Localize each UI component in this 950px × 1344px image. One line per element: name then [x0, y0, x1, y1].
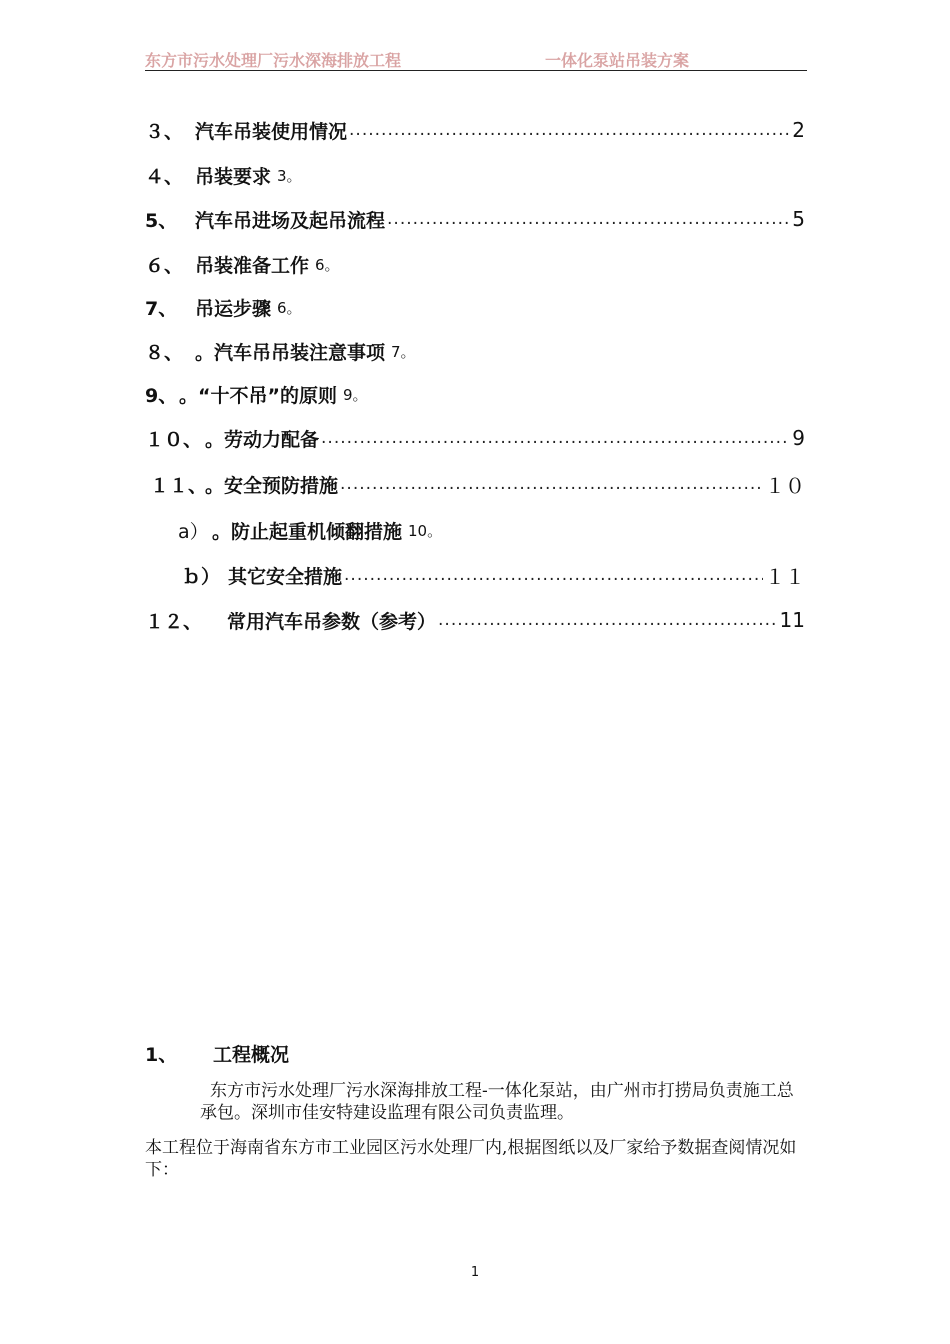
- section-title: 工程概况: [213, 1044, 290, 1066]
- toc-entry-title: 。安全预防措施: [205, 474, 339, 497]
- toc-entry-number: ３、: [145, 120, 184, 143]
- toc-entry[interactable]: [145, 115, 805, 145]
- toc-entry[interactable]: [145, 204, 805, 234]
- toc-entry[interactable]: [145, 423, 805, 453]
- body-paragraph: 东方市污水处理厂污水深海排放工程-一体化泵站，由广州市打捞局负责施工总承包。深圳市佳安特建设监理有限公司负责监理。: [200, 1081, 794, 1123]
- toc-entry[interactable]: [145, 292, 805, 322]
- toc-entry[interactable]: [150, 469, 805, 499]
- toc-entry-number: ８、: [145, 341, 184, 364]
- toc-entry-title: 。“十不吊”的原则: [179, 384, 337, 407]
- toc-entry[interactable]: [145, 605, 805, 635]
- toc-entry-title: 。防止起重机倾翻措施: [212, 520, 403, 543]
- toc-entry-page: 11: [779, 608, 805, 632]
- toc-entry-number: 9、: [145, 384, 178, 407]
- toc-entry-number: １０、: [145, 428, 203, 451]
- toc-entry[interactable]: [145, 160, 805, 190]
- toc-entry-title: 吊运步骤: [195, 297, 272, 320]
- toc-entry-page: 6。: [315, 255, 340, 274]
- body-paragraph: 本工程位于海南省东方市工业园区污水处理厂内,根据图纸以及厂家给予数据查阅情况如下：: [145, 1138, 797, 1180]
- toc-entry-number: a）: [178, 520, 209, 543]
- toc-entry-page: 9。: [342, 385, 368, 404]
- section-heading: [145, 1040, 289, 1067]
- section-number: 1、: [145, 1044, 178, 1066]
- toc-entry-page: 6。: [277, 298, 302, 317]
- toc-entry-page: １１: [765, 564, 805, 589]
- toc-entry-title: 汽车吊进场及起吊流程: [195, 209, 386, 232]
- toc-entry-page: １０: [765, 473, 805, 498]
- page-header: [145, 46, 807, 71]
- toc-entry-title: 汽车吊装使用情况: [195, 120, 348, 143]
- toc-entry-number: １２、: [145, 610, 203, 633]
- toc-entry-number: 7、: [145, 297, 178, 320]
- toc-entry-page: 7。: [391, 342, 416, 361]
- toc-entry-page: 9: [792, 426, 805, 450]
- toc-entry[interactable]: [178, 515, 805, 545]
- toc-entry-page: 3。: [277, 166, 302, 185]
- toc-entry[interactable]: [145, 249, 805, 279]
- toc-entry-title: 吊装要求: [195, 165, 272, 188]
- toc-entry-number: １１、: [150, 474, 208, 497]
- toc-leader-dots: [340, 474, 763, 494]
- toc-leader-dots: [438, 610, 778, 630]
- toc-entry-title: 其它安全措施: [228, 565, 343, 588]
- toc-entry-page: 5: [792, 207, 805, 231]
- toc-entry-title: 。劳动力配备: [205, 428, 320, 451]
- toc-entry-number: ｂ）: [182, 565, 221, 588]
- toc-entry-title: 常用汽车吊参数（参考）: [227, 610, 437, 633]
- toc-entry-number: ４、: [145, 165, 184, 188]
- toc-leader-dots: [387, 209, 790, 229]
- page-number: 1: [470, 1265, 480, 1280]
- toc-entry-number: ６、: [145, 254, 184, 277]
- header-project-title: 东方市污水处理厂污水深海排放工程: [145, 51, 402, 70]
- toc-entry-title: 。汽车吊吊装注意事项: [195, 341, 386, 364]
- toc-leader-dots: [349, 120, 790, 140]
- toc-entry-title: 吊装准备工作: [195, 254, 310, 277]
- toc-entry-page: 2: [792, 118, 805, 142]
- toc-leader-dots: [321, 428, 790, 448]
- toc-entry[interactable]: [145, 336, 805, 366]
- toc-entry-number: 5、: [145, 209, 178, 232]
- header-document-title: 一体化泵站吊装方案: [545, 51, 690, 70]
- toc-entry-page: 10。: [408, 521, 443, 540]
- toc-entry[interactable]: [145, 379, 805, 409]
- toc-leader-dots: [344, 565, 763, 585]
- toc-entry[interactable]: [182, 560, 805, 590]
